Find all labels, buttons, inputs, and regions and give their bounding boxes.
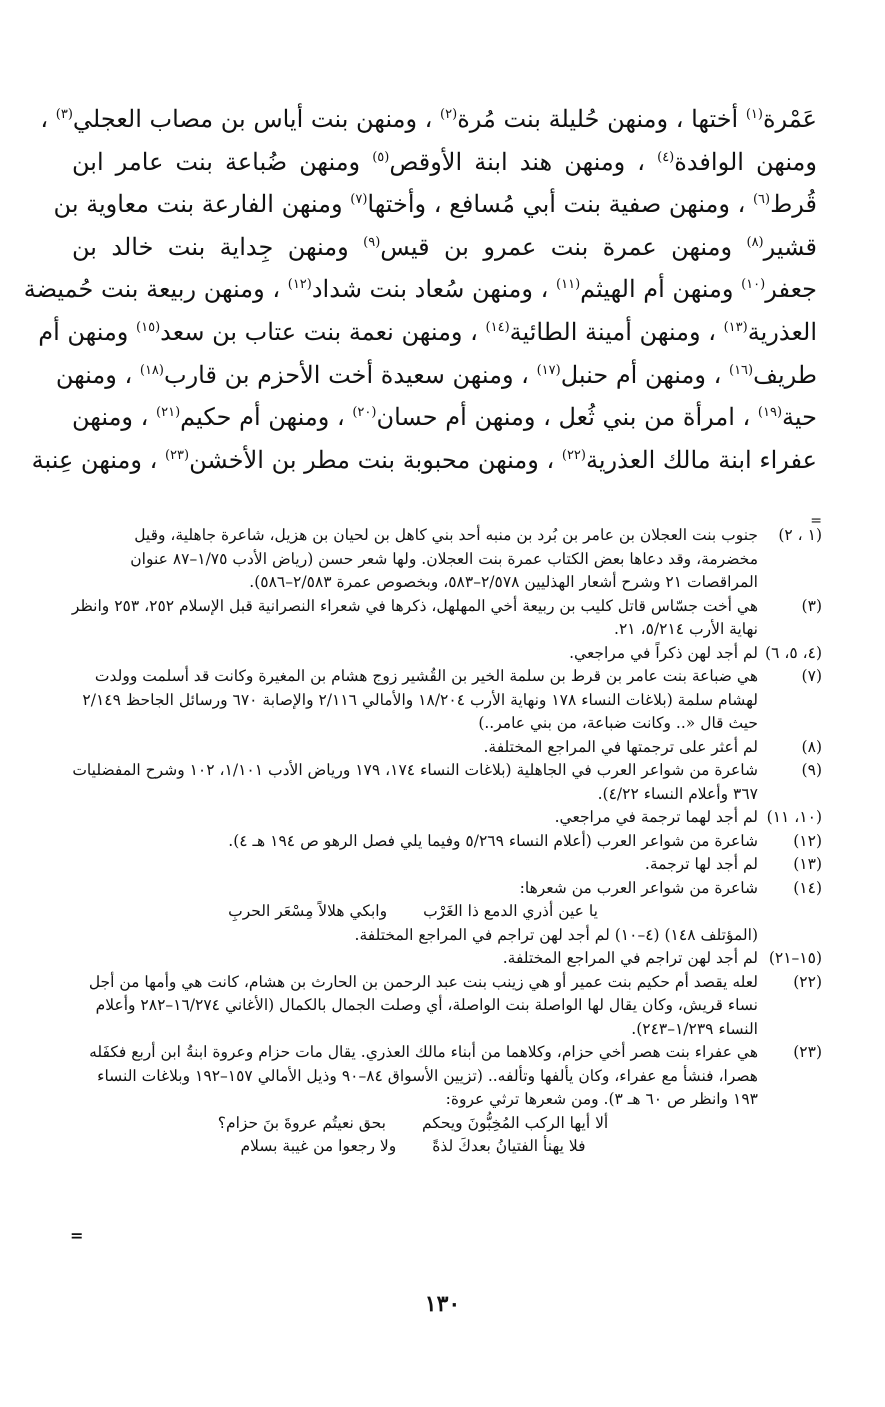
footnote-number: (١ ، ٢) (778, 526, 822, 544)
footnote-text: هي أخت جسّاس قاتل كليب بن ربيعة أخي المهلهل، ذكرها في شعراء النصرانية قبل الإسلام ٢٥٢، ٢٥٣ وانظر نهاية الأرب ٥/٢١٤، ٢١. (71, 596, 758, 638)
footnote-text: هي عفراء بنت هصر أخي حزام، وكلاهما من أبناء مالك العذري. يقال مات حزام وعروة ابنةُ ابن أربع فكفَله هصرا، فنشأ مع عفراء، وكان يألفها وتألفه.. (تزيين الأسواق ٨٤–٩٠ وذيل الأمالي ١٥٧–١٩٢ وبلاغات النساء ١٩٣ وانظر ص ٦٠ هـ ٣). ومن شعرها ترثي عروة: (89, 1043, 758, 1108)
verse-line (68, 900, 758, 924)
footnote-number: (٢٢) (793, 972, 822, 991)
footnote-number: (٨) (801, 737, 822, 756)
verse-hemistich: ولا رجعوا من غيبة بسلام (240, 1137, 397, 1155)
footnote-text: شاعرة من شواعر العرب (أعلام النساء ٥/٢٦٩ وفيما يلي فصل الرهو ص ١٩٤ هـ ٤). (228, 831, 758, 850)
verse-hemistich: ألا أيها الركب المُخِبُّونَ ويحكم (421, 1113, 609, 1132)
verse-hemistich: فلا يهنأ الفتيانُ بعدكَ لذةً (432, 1137, 586, 1155)
footnote (68, 595, 822, 642)
main-text-line: عفراء ابنة مالك العذرية$^{(٢٢)}$ ، ومنهن محبوبة بنت مطر بن الأخشن$^{(٢٣)}$ ، ومنهن عِنبة (31, 445, 817, 474)
footnote (68, 665, 822, 736)
main-text-line: عَمْرة$^{(١)}$ أختها ، ومنهن حُليلة بنت مُرة$^{(٢)}$ ، ومنهن بنت أياس بن مصاب العجلي$^{(٣)}$ ، (40, 105, 817, 133)
footnote (68, 524, 822, 595)
footnote-text: شاعرة من شواعر العرب في الجاهلية (بلاغات النساء ١٧٤، ١٧٩ ورياض الأدب ١/١٠١، ١٠٢ وشرح المفضليات ٣٦٧ وأعلام النساء ٤/٢٢). (72, 761, 758, 803)
separator-mark: = (810, 513, 821, 529)
footnote-text: لعله يقصد أم حكيم بنت عمير أو هي زينب بنت عبد الرحمن بن الحارث بن هشام، كانت هي وأمها من أجل نساء قريش، وكان يقال لها الواصلة بنت الواصلة، أي وصلت الجمال بالكمال (الأغاني ١٦/٢٧٤–٢٨٢ وأعلام النساء ١/٢٣٩–٢٤٣). (88, 972, 758, 1038)
footnote-text: لم أجد لهما ترجمة في مراجعي. (554, 808, 758, 826)
footnote-text: لم أجد لها ترجمة. (644, 855, 758, 873)
footnote (68, 806, 822, 830)
footnote-number: (٣) (801, 596, 822, 615)
footnote (68, 1041, 822, 1112)
footnote-text: لم أجد لهن تراجم في المراجع المختلفة. (502, 949, 758, 967)
main-text (23, 98, 818, 481)
main-text-line: العذرية$^{(١٣)}$ ، ومنهن أمينة الطائية$^{(١٤)}$ ، ومنهن نعمة بنت عتاب بن سعد$^{(١٥)}$ ومنهن أم (38, 317, 817, 346)
footnote-number: (١٢) (793, 831, 822, 850)
footnote (68, 971, 822, 1042)
footnote-text: لم أعثر على ترجمتها في المراجع المختلفة. (483, 737, 758, 756)
main-text-line: قشير$^{(٨)}$ ومنهن عمرة بنت عمرو بن قيس$^{(٩)}$ ومنهن جِداية بنت خالد بن (72, 232, 817, 261)
footnote (68, 877, 822, 901)
continuation-mark: = (70, 1226, 84, 1245)
main-text-line: ومنهن الوافدة$^{(٤)}$ ، ومنهن هند ابنة الأوقص$^{(٥)}$ ومنهن ضُباعة بنت عامر ابن (72, 147, 818, 176)
verse-hemistich: بحق نعيتُم عروةَ بنَ حزام؟ (217, 1113, 386, 1132)
footnote-text: شاعرة من شواعر العرب من شعرها: (519, 878, 758, 897)
footnote (68, 642, 822, 666)
main-text-line: جعفر$^{(١٠)}$ ومنهن أم الهيثم$^{(١١)}$ ، ومنهن سُعاد بنت شداد$^{(١٢)}$ ، ومنهن ربيعة بنت حُميضة (23, 275, 817, 304)
footnote-number: (١٠، ١١) (766, 808, 822, 826)
page-number: ١٣٠ (424, 1291, 461, 1317)
verse-hemistich: وابكي هلالاً مِسْعَر الحربِ (228, 902, 388, 920)
footnote-number: (٧) (801, 667, 822, 685)
footnote-number: (٢٣) (793, 1043, 822, 1061)
verse-hemistich: يا عين أذري الدمع ذا الغَرْب (423, 902, 598, 920)
footnote-text: (المؤتلف ١٤٨) (٤–١٠) لم أجد لهن تراجم في المراجع المختلفة. (354, 925, 758, 944)
footnote (68, 759, 822, 806)
footnote-text: لم أجد لهن ذكراً في مراجعي. (569, 643, 758, 662)
footnote (68, 1112, 822, 1136)
footnote (68, 900, 822, 924)
main-text-line: طريف$^{(١٦)}$ ، ومنهن أم حنبل$^{(١٧)}$ ، ومنهن سعيدة أخت الأحزم بن قارب$^{(١٨)}$ ، ومنهن (55, 360, 817, 389)
footnote-number: (١٣) (793, 855, 822, 873)
footnote-number: (١٤) (793, 878, 822, 897)
main-text-line: قُرط$^{(٦)}$ ، ومنهن صفية بنت أبي مُسافع ، وأختها$^{(٧)}$ ومنهن الفارعة بنت معاوية بن (53, 190, 817, 219)
verse-line (68, 1135, 758, 1159)
footnote (68, 830, 822, 854)
footnote (68, 947, 822, 971)
footnote (68, 853, 822, 877)
verse-line (68, 1112, 758, 1136)
footnotes (68, 524, 822, 1159)
footnote-text: هي ضباعة بنت عامر بن قرط بن سلمة الخير بن القُشير زوج هشام بن المغيرة وكانت قد أسلمت وولدت لهشام سلمة (بلاغات النساء ١٧٨ ونهاية الأرب ١٨/٢٠٤ والأمالي ٢/١١٦ والإصابة ٦٧٠ ورسائل الجاحظ ٢/١٤٩ حيث قال «.. وكانت ضباعة، من بني عامر..) (82, 667, 758, 732)
footnote-text: جنوب بنت العجلان بن عامر بن بُرد بن منبه أحد بني كاهل بن لحيان بن هزيل، شاعرة جاهلية، وقيل مخضرمة، وقد دعاها بعض الكتاب عمرة بنت العجلان. ولها شعر حسن (رياض الأدب ١/٧٥–٨٧ عنوان المراقصات ٢١ وشرح أشعار الهذليين ٢/٥٧٨–٥٨٣، وبخصوص عمرة ٢/٥٨٣–٥٨٦). (130, 526, 758, 591)
footnote-number: (٩) (801, 761, 822, 779)
footnote-number: (٤، ٥، ٦) (765, 643, 822, 662)
footnote (68, 736, 822, 760)
footnote-number: (١٥–٢١) (768, 949, 822, 967)
footnote (68, 1135, 822, 1159)
footnote (68, 924, 822, 948)
main-text-line: حية$^{(١٩)}$ ، امرأة من بني ثُعل ، ومنهن أم حسان$^{(٢٠)}$ ، ومنهن أم حكيم$^{(٢١)}$ ، ومنهن (72, 403, 817, 432)
